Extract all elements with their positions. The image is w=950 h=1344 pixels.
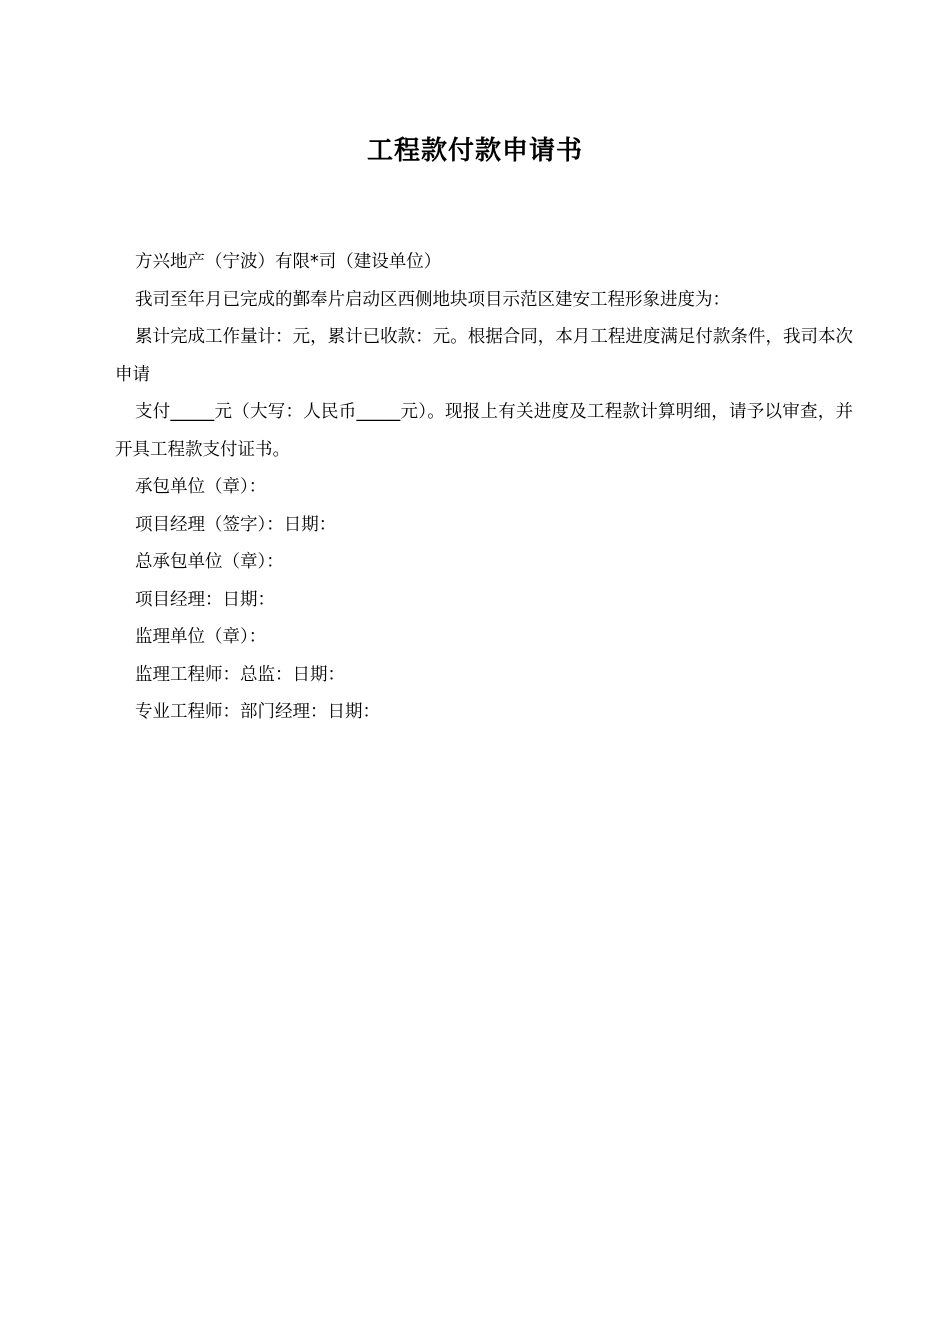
document-body — [115, 244, 853, 732]
project-manager-signature-line: 项目经理（签字）：日期： — [135, 514, 337, 535]
supervision-unit-seal-line: 监理单位（章）： — [135, 627, 267, 647]
professional-engineer-line: 专业工程师：部门经理：日期： — [135, 702, 380, 722]
progress-statement: 我司至年月已完成的鄞奉片启动区西侧地块项目示范区建安工程形象进度为： — [135, 289, 730, 310]
payment-request-statement: 支付_____元（大写：人民币_____元）。现报上有关进度及工程款计算明细，请予以审查，并开具工程款支付证书。 — [115, 402, 853, 460]
document-title: 工程款付款申请书 — [366, 136, 583, 166]
general-contractor-seal-line: 总承包单位（章）： — [135, 552, 284, 572]
supervision-engineer-line: 监理工程师：总监：日期： — [135, 664, 345, 685]
cumulative-amount-statement: 累计完成工作量计：元，累计已收款：元。根据合同，本月工程进度满足付款条件，我司本次申请 — [115, 327, 853, 385]
addressee-line: 方兴地产（宁波）有限*司（建设单位） — [135, 252, 442, 272]
gc-project-manager-line: 项目经理：日期： — [135, 589, 275, 610]
contractor-seal-line: 承包单位（章）： — [135, 477, 267, 497]
